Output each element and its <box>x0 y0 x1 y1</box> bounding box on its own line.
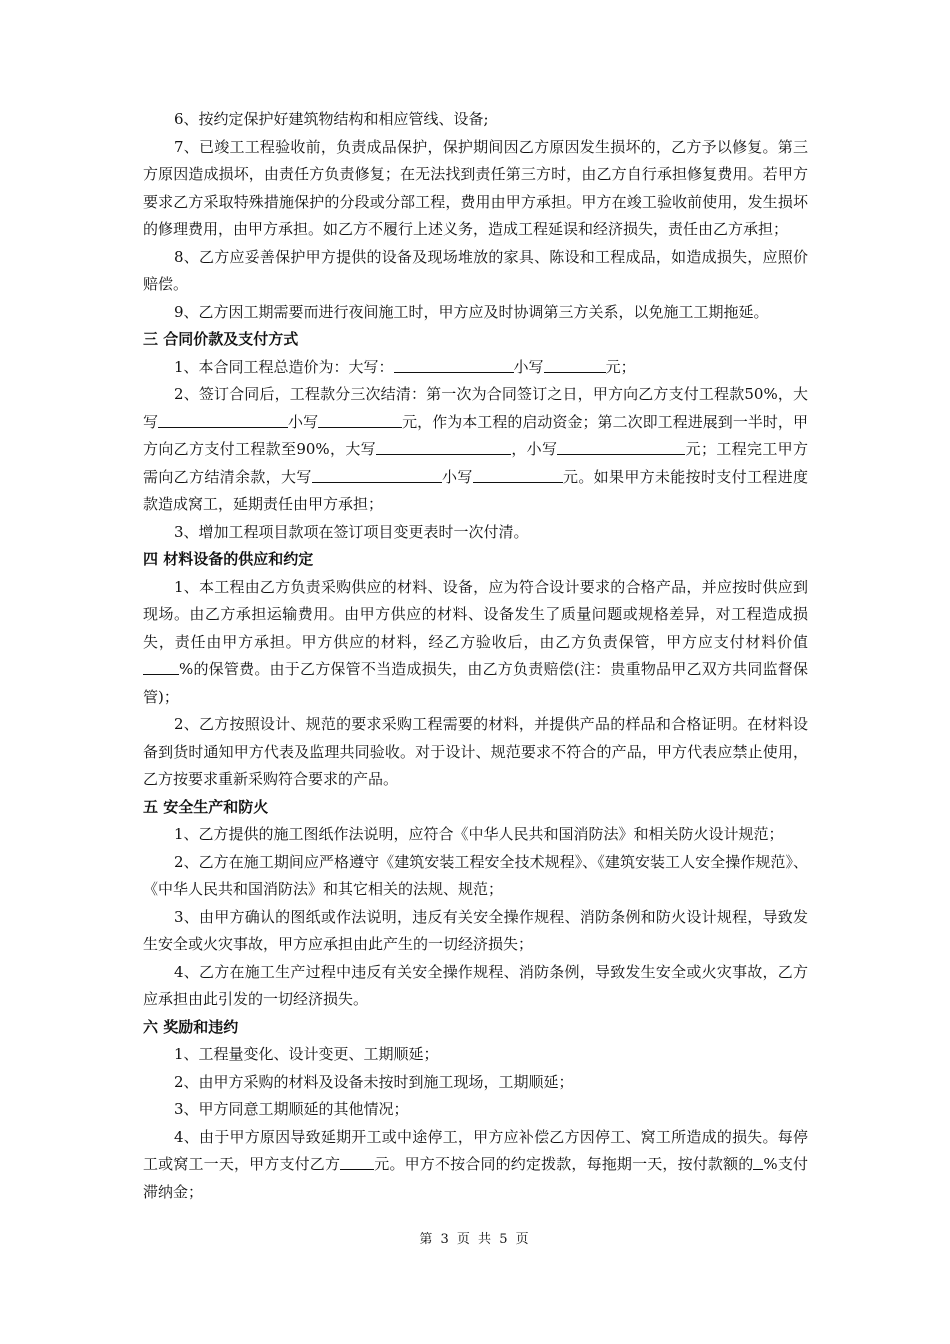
section-heading: 六 奖励和违约 <box>143 1017 239 1036</box>
paragraph: 3、增加工程项目款项在签订项目变更表时一次付清。 <box>174 522 529 541</box>
blank-field <box>143 660 179 675</box>
text-run: 1、本工程由乙方负责采购供应的材料、设备，应为符合设计要求的合格产品，并应按时供应到现场。由乙方承担运输费用。由甲方供应的材料、设备发生了质量问题或规格差异，对工程造成损失，责任由甲方承担。甲方供应的材料，经乙方验收后，由乙方负责保管，甲方应支付材料价值 <box>143 577 808 651</box>
paragraph <box>143 1124 808 1207</box>
paragraph: 2、乙方在施工期间应严格遵守《建筑安装工程安全技术规程》、《建筑安装工人安全操作规范》、《中华人民共和国消防法》和其它相关的法规、规范； <box>143 852 808 898</box>
blank-field <box>544 358 606 373</box>
paragraph <box>143 574 808 712</box>
contract-body <box>143 106 808 1206</box>
paragraph: 9、乙方因工期需要而进行夜间施工时，甲方应及时协调第三方关系，以免施工工期拖延。 <box>174 302 769 321</box>
text-run: 小写 <box>513 357 544 376</box>
text-run: 小写 <box>288 412 319 431</box>
text-run: 2、签订合同后，工程款分三次结清：第一次为合同签订之日，甲方向乙方支付工程款50%，大写 <box>143 385 808 431</box>
page-number-footer: 第 3 页 共 5 页 <box>419 1232 531 1247</box>
blank-field <box>376 440 511 455</box>
paragraph: 4、乙方在施工生产过程中违反有关安全操作规程、消防条例，导致发生安全或火灾事故，乙方应承担由此引发的一切经济损失。 <box>143 962 808 1008</box>
section-heading: 三 合同价款及支付方式 <box>143 330 299 348</box>
text-run: ，小写 <box>511 440 558 458</box>
paragraph: 7、已竣工工程验收前，负责成品保护，保护期间因乙方原因发生损坏的，乙方予以修复。第三方原因造成损坏，由责任方负责修复；在无法找到责任第三方时，由乙方自行承担修复费用。若甲方要求乙方采取特殊措施保护的分段或分部工程，费用由甲方承担。甲方在竣工验收前使用，发生损坏的修理费用，由甲方承担。如乙方不履行上述义务，造成工程延误和经济损失，责任由乙方承担； <box>143 137 808 238</box>
text-run: %的保管费。由于乙方保管不当造成损失，由乙方负责赔偿(注：贵重物品甲乙双方共同监督保管)； <box>143 660 808 706</box>
blank-field <box>473 468 563 483</box>
text-run: 元，作为本工程的启动资金；第二次即工程进展到一半时，甲方向乙方支付工程款至90%，大写 <box>143 412 808 458</box>
paragraph: 2、由甲方采购的材料及设备未按时到施工现场，工期顺延； <box>174 1072 574 1091</box>
paragraph: 1、工程量变化、设计变更、工期顺延； <box>174 1045 439 1063</box>
blank-field <box>318 413 402 428</box>
text-run: 1、本合同工程总造价为：大写： <box>174 357 394 376</box>
blank-field <box>312 468 442 483</box>
text-run: 元；工程完工甲方需向乙方结清余款，大写 <box>143 440 808 486</box>
section-heading: 四 材料设备的供应和约定 <box>143 550 314 568</box>
paragraph: 3、由甲方确认的图纸或作法说明，违反有关安全操作规程、消防条例和防火设计规程，导致发生安全或火灾事故，甲方应承担由此产生的一切经济损失； <box>143 907 808 953</box>
blank-field <box>394 358 514 373</box>
section-heading: 五 安全生产和防火 <box>143 797 269 816</box>
blank-field <box>340 1155 374 1170</box>
paragraph: 6、按约定保护好建筑物结构和相应管线、设备; <box>174 110 489 128</box>
blank-field <box>158 413 288 428</box>
paragraph <box>143 354 808 382</box>
text-run: 4、由于甲方原因导致延期开工或中途停工，甲方应补偿乙方因停工、窝工所造成的损失。每停工或窝工一天，甲方支付乙方 <box>143 1127 808 1173</box>
paragraph: 3、甲方同意工期顺延的其他情况； <box>174 1100 409 1118</box>
text-run: 元。如果甲方未能按时支付工程进度款造成窝工，延期责任由甲方承担； <box>143 467 808 513</box>
paragraph: 8、乙方应妥善保护甲方提供的设备及现场堆放的家具、陈设和工程成品，如造成损失，应照价赔偿。 <box>143 247 808 293</box>
paragraph <box>143 381 808 519</box>
paragraph: 2、乙方按照设计、规范的要求采购工程需要的材料，并提供产品的样品和合格证明。在材料设备到货时通知甲方代表及监理共同验收。对于设计、规范要求不符合的产品，甲方代表应禁止使用，乙方按要求重新采购符合要求的产品。 <box>143 715 808 788</box>
blank-field <box>557 440 685 455</box>
text-run: 小写 <box>441 467 473 486</box>
blank-field <box>753 1155 763 1170</box>
text-run: %支付滞纳金； <box>143 1155 808 1201</box>
text-run: 元。甲方不按合同的约定拨款，每拖期一天，按付款额的 <box>374 1155 754 1173</box>
text-run: 元； <box>605 357 636 376</box>
paragraph: 1、乙方提供的施工图纸作法说明，应符合《中华人民共和国消防法》和相关防火设计规范； <box>174 825 784 843</box>
